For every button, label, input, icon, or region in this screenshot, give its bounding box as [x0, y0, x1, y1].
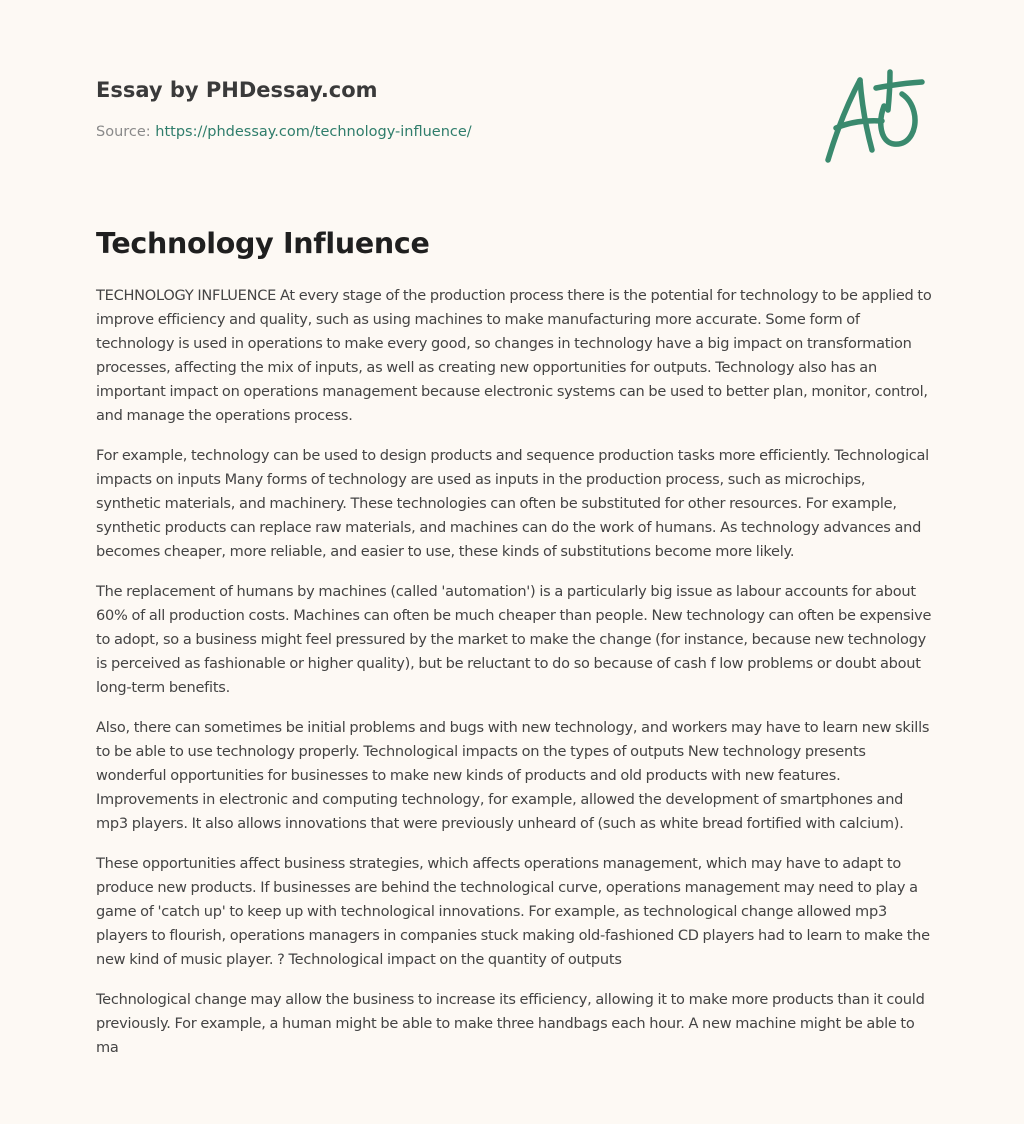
source-line — [96, 122, 796, 142]
source-link[interactable]: https://phdessay.com/technology-influence/ — [155, 124, 472, 140]
essay-paragraph: These opportunities affect business strategies, which affects operations management, which may have to adapt to produce new products. If businesses are behind the technological curve, operations management may need to play a game of 'catch up' to keep up with technological innovations. For example, as technological change allowed mp3 players to flourish, operations managers in companies stuck making old-fashioned CD players had to learn to make the new kind of music player. ? Technological impact on the quantity of outputs — [96, 855, 930, 968]
essay-paragraph: TECHNOLOGY INFLUENCE At every stage of the production process there is the potential for technology to be applied to improve efficiency and quality, such as using machines to make manufacturing more accurate. Some form of technology is used in operations to make every good, so changes in technology have a big impact on transformation processes, affecting the mix of inputs, as well as creating new opportunities for outputs. Technology also has an important impact on operations management because electronic systems can be used to better plan, monitor, control, and manage the operations process. — [96, 287, 932, 424]
essay-paragraph: The replacement of humans by machines (called 'automation') is a particularly big issue as labour accounts for about 60% of all production costs. Machines can often be much cheaper than people. New technology can often be expensive to adopt, so a business might feel pressured by the market to make the change (for instance, because new technology is perceived as fashionable or higher quality), but be reluctant to do so because of cash f low problems or doubt about long-term benefits. — [96, 583, 932, 696]
brand-title: Essay by PHDessay.com — [96, 78, 378, 102]
source-label: Source: — [96, 124, 156, 140]
essay-title: Technology Influence — [96, 227, 430, 260]
essay-paragraph: Also, there can sometimes be initial problems and bugs with new technology, and workers may have to learn new skills to be able to use technology properly. Technological impacts on the types of outputs New technology presents wonderful opportunities for businesses to make new kinds of products and old products with new features. Improvements in electronic and computing technology, for example, allowed the development of smartphones and mp3 players. It also allows innovations that were previously unheard of (such as white bread fortified with calcium). — [96, 719, 930, 832]
a-plus-grade-icon — [818, 66, 930, 170]
a-plus-logo-svg — [818, 66, 930, 170]
page-header — [96, 76, 796, 142]
essay-body — [96, 284, 932, 1076]
essay-paragraph: Technological change may allow the business to increase its efficiency, allowing it to make more products than it could previously. For example, a human might be able to make three handbags each hour. A new machine might be able to ma — [96, 991, 925, 1056]
essay-paragraph: For example, technology can be used to design products and sequence production tasks more efficiently. Technological impacts on inputs Many forms of technology are used as inputs in the production process, such as microchips, synthetic materials, and machinery. These technologies can often be substituted for other resources. For example, synthetic products can replace raw materials, and machines can do the work of humans. As technology advances and becomes cheaper, more reliable, and easier to use, these kinds of substitutions become more likely. — [96, 447, 929, 560]
